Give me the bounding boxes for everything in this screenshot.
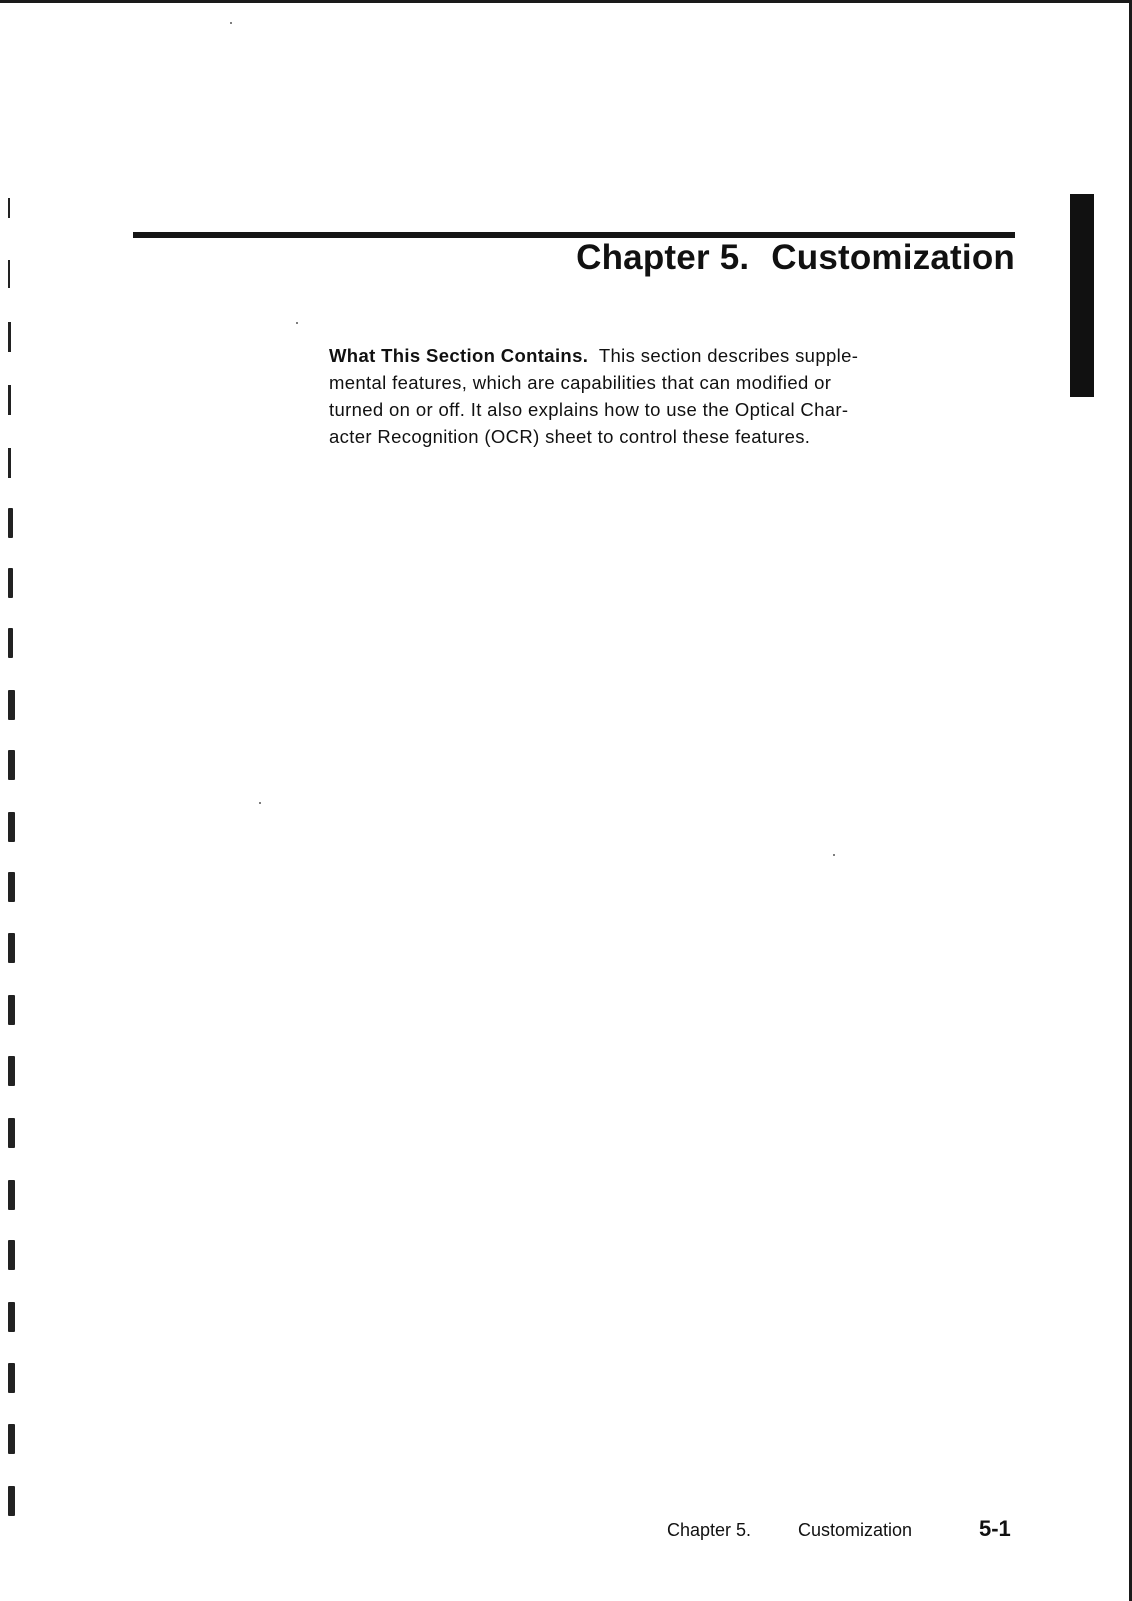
section-intro-paragraph (329, 342, 989, 450)
binding-mark (8, 812, 15, 842)
binding-mark (8, 385, 11, 415)
section-text-line: turned on or off. It also explains how to use the Optical Char- (329, 399, 849, 420)
binding-mark (8, 1486, 15, 1516)
binding-mark (8, 260, 10, 288)
binding-mark (8, 690, 15, 720)
binding-mark (8, 198, 10, 218)
section-text-line: This section describes supple- (598, 345, 859, 366)
footer-page-number: 5-1 (979, 1516, 1011, 1541)
binding-mark (8, 1240, 15, 1270)
binding-mark (8, 1056, 15, 1086)
binding-mark (8, 872, 15, 902)
binding-mark (8, 448, 11, 478)
binding-mark (8, 1424, 15, 1454)
section-intro-line (329, 342, 989, 369)
scan-speck (833, 854, 835, 856)
scan-speck (230, 22, 232, 24)
chapter-thumb-tab (1070, 194, 1094, 397)
binding-mark (8, 1118, 15, 1148)
binding-mark (8, 1180, 15, 1210)
binding-mark (8, 995, 15, 1025)
binding-mark (8, 628, 13, 658)
page-top-edge (0, 0, 1132, 3)
binding-mark (8, 1363, 15, 1393)
binding-mark (8, 508, 13, 538)
binding-mark (8, 322, 11, 352)
binding-mark (8, 568, 13, 598)
binding-mark (8, 933, 15, 963)
chapter-label: Chapter 5. (576, 238, 750, 277)
binding-edge-marks (0, 90, 30, 1540)
chapter-name: Customization (771, 238, 1015, 277)
footer-chapter-label: Chapter 5. (667, 1520, 752, 1540)
footer-chapter-title: Customization (798, 1520, 913, 1540)
scan-speck (259, 802, 261, 804)
section-lead-heading: What This Section Contains. (329, 345, 589, 366)
section-text-line: mental features, which are capabilities that can modified or (329, 372, 832, 393)
scan-speck (296, 322, 298, 324)
binding-mark (8, 1302, 15, 1332)
section-text-line: acter Recognition (OCR) sheet to control these features. (329, 426, 811, 447)
chapter-title (576, 238, 1015, 278)
binding-mark (8, 750, 15, 780)
